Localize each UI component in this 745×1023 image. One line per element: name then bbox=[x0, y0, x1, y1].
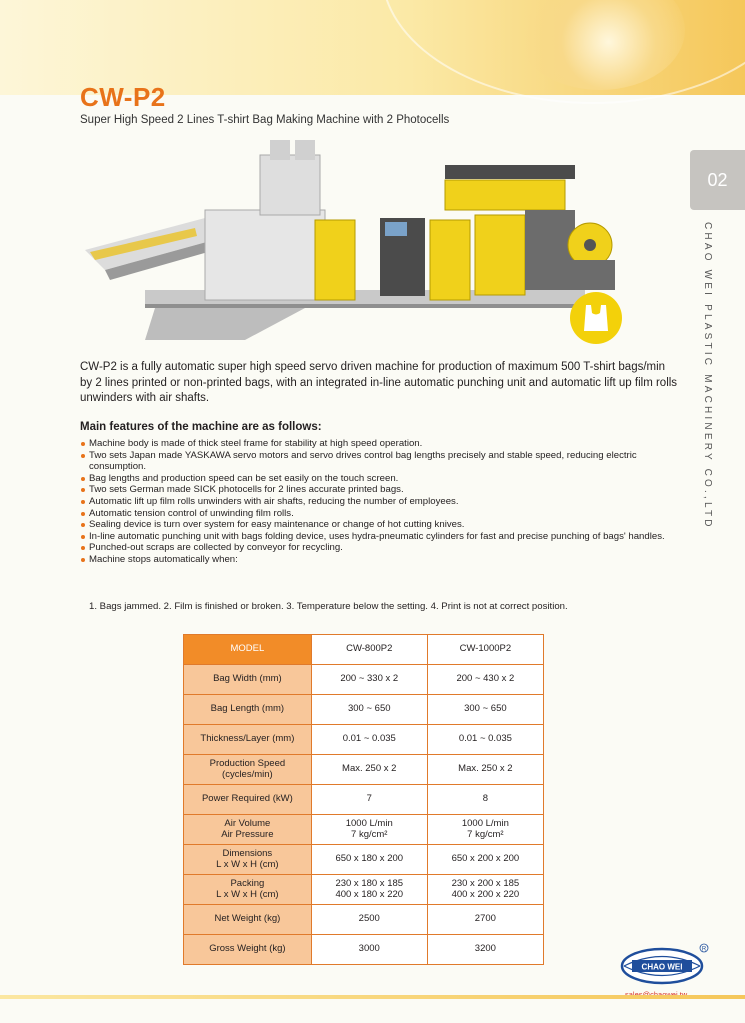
table-row bbox=[184, 785, 544, 815]
table-row bbox=[184, 695, 544, 725]
table-cell: 0.01 ~ 0.035 bbox=[427, 725, 543, 755]
spec-table bbox=[183, 634, 544, 965]
table-cell: 8 bbox=[427, 785, 543, 815]
table-cell: Max. 250 x 2 bbox=[311, 755, 427, 785]
list-item: Two sets German made SICK photocells for 2 lines accurate printed bags. bbox=[80, 484, 690, 496]
page-title: CW-P2 bbox=[80, 82, 166, 112]
list-item: Sealing device is turn over system for easy maintenance or change of hot cutting knives. bbox=[80, 519, 690, 531]
table-header-row bbox=[184, 635, 544, 665]
chao-wei-logo bbox=[618, 943, 710, 985]
table-row bbox=[184, 875, 544, 905]
table-cell: 200 ~ 430 x 2 bbox=[427, 665, 543, 695]
table-cell: 300 ~ 650 bbox=[427, 695, 543, 725]
svg-text:R: R bbox=[701, 946, 707, 953]
table-cell: 200 ~ 330 x 2 bbox=[311, 665, 427, 695]
header-band bbox=[0, 0, 745, 95]
list-item: Machine body is made of thick steel frame for stability at high speed operation. bbox=[80, 438, 690, 450]
machine-illustration bbox=[85, 140, 625, 350]
table-row bbox=[184, 845, 544, 875]
table-row-label: Net Weight (kg) bbox=[184, 905, 312, 935]
bottom-band bbox=[0, 995, 745, 999]
table-cell: 300 ~ 650 bbox=[311, 695, 427, 725]
table-row-label: Production Speed (cycles/min) bbox=[184, 755, 312, 785]
company-name-vertical: CHAO WEI PLASTIC MACHINERY CO.,LTD bbox=[702, 222, 713, 530]
list-item: Automatic lift up film rolls unwinders with air shafts, reducing the number of employees. bbox=[80, 496, 690, 508]
table-row bbox=[184, 935, 544, 965]
list-item: Automatic tension control of unwinding film rolls. bbox=[80, 508, 690, 520]
table-row-label: Packing L x W x H (cm) bbox=[184, 875, 312, 905]
table-header-cw800p2: CW-800P2 bbox=[311, 635, 427, 665]
intro-paragraph: CW-P2 is a fully automatic super high speed servo driven machine for production of maximum 500 T-shirt bags/min by 2 lines printed or non-printed bags, with an integrated in-line automatic punching unit and automatic lift up film rolls unwinders with air shafts. bbox=[80, 361, 678, 404]
page-number-tab: 02 bbox=[690, 150, 745, 210]
yellow-cabinets bbox=[315, 215, 525, 300]
t-shirt-bag-icon bbox=[570, 292, 622, 344]
table-cell: 650 x 180 x 200 bbox=[311, 845, 427, 875]
machine-stop-conditions: 1. Bags jammed. 2. Film is finished or broken. 3. Temperature below the setting. 4. Print is not at correct position. bbox=[89, 601, 568, 612]
main-frame bbox=[205, 140, 325, 300]
page-subtitle: Super High Speed 2 Lines T-shirt Bag Making Machine with 2 Photocells bbox=[80, 114, 450, 126]
features-list bbox=[80, 438, 690, 566]
table-row bbox=[184, 905, 544, 935]
table-cell: 230 x 200 x 185 400 x 200 x 220 bbox=[427, 875, 543, 905]
list-item: Punched-out scraps are collected by conveyor for recycling. bbox=[80, 542, 690, 554]
unwinder-rolls bbox=[565, 223, 615, 290]
table-row-label: Bag Width (mm) bbox=[184, 665, 312, 695]
table-row-label: Air Volume Air Pressure bbox=[184, 815, 312, 845]
bag-glyph bbox=[583, 303, 609, 333]
table-cell: 0.01 ~ 0.035 bbox=[311, 725, 427, 755]
table-cell: 650 x 200 x 200 bbox=[427, 845, 543, 875]
list-item: Machine stops automatically when: bbox=[80, 554, 690, 566]
table-cell: 2700 bbox=[427, 905, 543, 935]
header-arc bbox=[381, 0, 745, 104]
features-heading: Main features of the machine are as follows: bbox=[80, 421, 322, 433]
table-row bbox=[184, 665, 544, 695]
table-row-label: Dimensions L x W x H (cm) bbox=[184, 845, 312, 875]
table-cell: 3000 bbox=[311, 935, 427, 965]
control-panel bbox=[385, 222, 407, 236]
table-cell: 3200 bbox=[427, 935, 543, 965]
list-item: In-line automatic punching unit with bags folding device, uses hydra-pneumatic cylinders for fast and precise punching of bags' handles. bbox=[80, 531, 690, 543]
table-row bbox=[184, 725, 544, 755]
table-cell: 7 bbox=[311, 785, 427, 815]
table-cell: Max. 250 x 2 bbox=[427, 755, 543, 785]
table-cell: 2500 bbox=[311, 905, 427, 935]
table-cell: 1000 L/min 7 kg/cm² bbox=[311, 815, 427, 845]
table-row-label: Power Required (kW) bbox=[184, 785, 312, 815]
list-item: Bag lengths and production speed can be set easily on the touch screen. bbox=[80, 473, 690, 485]
table-header-model: MODEL bbox=[184, 635, 312, 665]
table-row-label: Bag Length (mm) bbox=[184, 695, 312, 725]
table-row bbox=[184, 755, 544, 785]
table-row-label: Thickness/Layer (mm) bbox=[184, 725, 312, 755]
table-header-cw1000p2: CW-1000P2 bbox=[427, 635, 543, 665]
table-cell: 230 x 180 x 185 400 x 180 x 220 bbox=[311, 875, 427, 905]
table-row bbox=[184, 815, 544, 845]
list-item: Two sets Japan made YASKAWA servo motors and servo drives control bag lengths precisely and stable speed, reducing electric consumption. bbox=[80, 450, 690, 473]
table-cell: 1000 L/min 7 kg/cm² bbox=[427, 815, 543, 845]
table-row-label: Gross Weight (kg) bbox=[184, 935, 312, 965]
logo-text: CHAO WEI bbox=[641, 962, 683, 972]
